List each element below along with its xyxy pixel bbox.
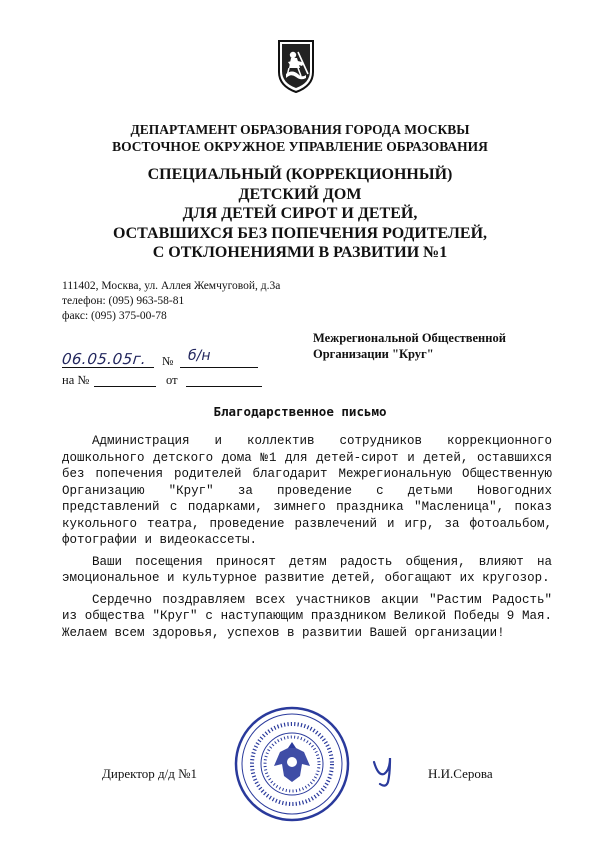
recipient-line-2: Организации "Круг" [313, 347, 434, 361]
reply-from-label: от [166, 373, 178, 387]
department-line-1: ДЕПАРТАМЕНТ ОБРАЗОВАНИЯ ГОРОДА МОСКВЫ [130, 122, 470, 137]
registration-number: б/н [188, 348, 211, 364]
signer-name: Н.И.Серова [428, 766, 493, 781]
fax-number: факс: (095) 375-00-78 [62, 310, 167, 322]
number-underline [180, 367, 258, 368]
body-paragraph-1: Администрация и коллектив сотрудников коррекционного дошкольного детского дома №1 для детей-сирот и детей, оставшихся без попечения родителей благодарит Межрегиональную Общественную Организацию "Круг" за проведение с детьми Новогодних представлений с подарками, зимнего праздника "Масленица", показ кукольного театра, проведение развлечений и игр, за фотоальбом, фотографии и видеокассеты. [62, 434, 552, 547]
registration-date: 06.05.05г. [61, 350, 148, 368]
body-paragraph-2: Ваши посещения приносят детям радость общения, влияют на эмоциональное и культурное развитие детей, обогащают их кругозор. [62, 554, 552, 585]
reply-from-blank [186, 386, 262, 387]
institution-name [40, 165, 560, 263]
institution-line-2: ДЕТСКИЙ ДОМ [238, 185, 362, 203]
institution-line-3: ДЛЯ ДЕТЕЙ СИРОТ И ДЕТЕЙ, [182, 205, 418, 223]
registration-line [62, 350, 282, 372]
recipient-block [313, 330, 506, 362]
reply-number-blank [94, 386, 156, 387]
letter-heading: Благодарственное письмо [213, 404, 387, 419]
official-round-seal-icon [232, 704, 352, 824]
reply-reference-line [62, 373, 282, 393]
institution-line-1: СПЕЦИАЛЬНЫЙ (КОРРЕКЦИОННЫЙ) [147, 166, 453, 183]
department-name [40, 121, 560, 155]
letter-body [62, 433, 552, 646]
reply-number-label: на № [62, 373, 90, 387]
institution-line-4: ОСТАВШИХСЯ БЕЗ ПОПЕЧЕНИЯ РОДИТЕЛЕЙ, [112, 224, 488, 242]
department-line-2: ВОСТОЧНОЕ ОКРУЖНОЕ УПРАВЛЕНИЕ ОБРАЗОВАНИЯ [112, 139, 488, 154]
street-address: 111402, Москва, ул. Аллея Жемчуговой, д.3а [62, 280, 281, 292]
handwritten-signature-icon [366, 750, 406, 790]
body-paragraph-3: Сердечно поздравляем всех участников акции "Растим Радость" из общества "Круг" с наступающим праздником Великой Победы 9 Мая. Желаем всем здоровья, успехов в развитии Вашей организации! [62, 592, 552, 640]
address-block [62, 279, 280, 324]
date-underline [62, 367, 154, 368]
signer-title: Директор д/д №1 [102, 766, 197, 781]
institution-line-5: С ОТКЛОНЕНИЯМИ В РАЗВИТИИ №1 [152, 244, 448, 262]
recipient-line-1: Межрегиональной Общественной [313, 331, 506, 345]
number-label: № [162, 354, 174, 368]
moscow-coat-of-arms-icon [276, 38, 316, 94]
phone-number: телефон: (095) 963-58-81 [62, 295, 185, 307]
